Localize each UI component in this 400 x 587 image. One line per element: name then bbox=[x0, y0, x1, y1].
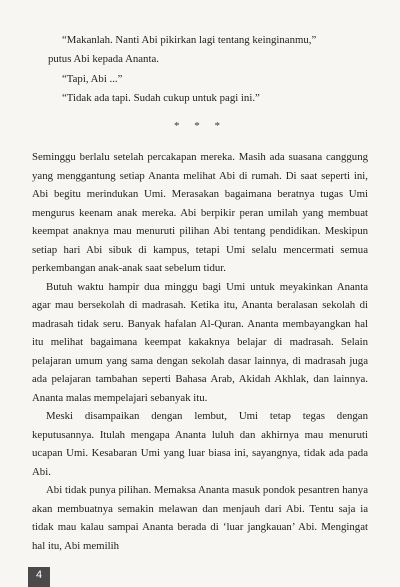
paragraph-2: Butuh waktu hampir dua minggu bagi Umi untuk meyakinkan Ananta agar mau bersekolah di madrasah. Ketika itu, Ananta beralasan sekolah di madrasah tidak seru. Banyak hafalan Al-Quran. Ananta membayangkan hal itu melihat bagaimana keempat kakaknya belajar di madrasah. Selain pelajaran umum yang sama dengan sekolah dasar lainnya, di madrasah juga ada pelajaran tambahan seperti Bahasa Arab, Akidah Akhlak, dan lainnya. Ananta malas mempelajari sebanyak itu. bbox=[32, 280, 368, 404]
page-number-box bbox=[28, 567, 50, 587]
dialogue-line-4: “Tidak ada tapi. Sudah cukup untuk pagi ini.” bbox=[62, 91, 260, 104]
dialogue-line-2: putus Abi kepada Ananta. bbox=[48, 53, 159, 66]
body-text bbox=[32, 148, 368, 555]
paragraph-4: Abi tidak punya pilihan. Memaksa Ananta masuk pondok pesantren hanya akan membuatnya semakin melawan dan menjauh dari Abi. Tentu saja ia tidak mau kalau sampai Ananta berada di ‘luar jangkauan’ Abi. Mengingat hal itu, Abi memilih bbox=[32, 484, 368, 552]
dialogue-line-3: “Tapi, Abi ...” bbox=[62, 72, 123, 85]
scene-separator: * * * bbox=[174, 120, 226, 132]
dialogue-block bbox=[48, 31, 370, 108]
paragraph-3: Meski disampaikan dengan lembut, Umi tetap tegas dengan keputusannya. Itulah mengapa Ananta luluh dan akhirnya mau menuruti ucapan Umi. Kesabaran Umi yang luar biasa ini, sayangnya, tidak ada pada Abi. bbox=[32, 410, 368, 478]
page-number: 4 bbox=[35, 569, 43, 581]
paragraph-1: Seminggu berlalu setelah percakapan mereka. Masih ada suasana canggung yang menggantung setiap Ananta melihat Abi di rumah. Di saat seperti ini, Abi begitu merindukan Umi. Merasakan bagaimana beratnya tugas Umi mengurus keenam anak mereka. Abi berpikir peran umilah yang membuat keempat anaknya mau menuruti pilihan Abi tentang pendidikan. Meskipun setiap hari Abi sibuk di kampus, tetapi Umi selalu mencermati semua perkembangan anak-anak saat sebelum tidur. bbox=[32, 151, 368, 274]
dialogue-line-1: “Makanlah. Nanti Abi pikirkan lagi tentang keinginanmu,” bbox=[62, 34, 317, 46]
